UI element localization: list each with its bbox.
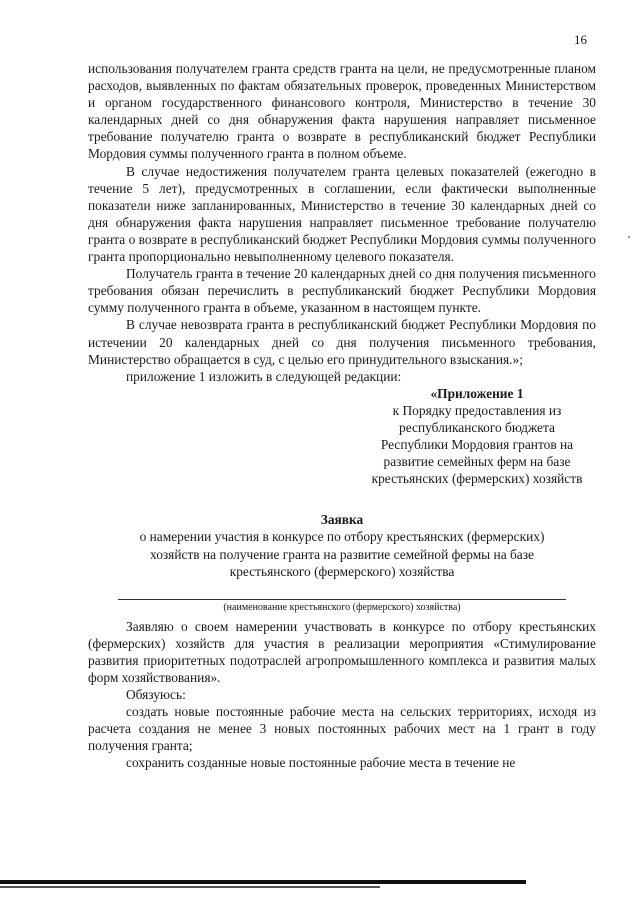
appendix-line: Республики Мордовия грантов на (380, 437, 574, 453)
paragraph-amendment: приложение 1 изложить в следующей редакции: (126, 368, 402, 384)
paragraph-indicators: В случае недостижения получателем гранта целевых показателей (ежегодно в течение 5 лет), предусмотренных в соглашении, если фактически выполненные показатели ниже запланированных, Министерство в течение 30 календарных дней со дня обнаружения факта нарушения направляет письменное требование получателю гранта о возврате в республиканский бюджет Республики Мордовия суммы полученного гранта пропорционально невыполненному целевого показателя. (88, 163, 596, 265)
farm-name-caption: (наименование крестьянского (фермерского) хозяйства) (223, 601, 461, 613)
application-title: Заявка (320, 512, 364, 528)
scan-speck (628, 236, 630, 238)
appendix-heading: «Приложение 1 (430, 385, 524, 401)
application-subtitle-line: хозяйств на получение гранта на развитие семейной фермы на базе (150, 546, 534, 562)
application-subtitle-line: о намерении участия в конкурсе по отбору крестьянских (фермерских) (139, 529, 545, 545)
appendix-line: крестьянских (фермерских) хозяйств (371, 471, 583, 487)
paragraph-obligations-heading: Обязуюсь: (126, 687, 186, 703)
appendix-line: к Порядку предоставления из (392, 402, 562, 418)
farm-name-blank-line (118, 598, 566, 600)
paragraph-obligation-retain: сохранить созданные новые постоянные рабочие места в течение не (126, 755, 516, 771)
appendix-line: республиканского бюджета (399, 419, 555, 435)
scan-edge-bar (0, 886, 380, 888)
document-body (88, 60, 596, 772)
appendix-line: развитие семейных ферм на базе (383, 454, 571, 470)
paragraph-declaration: Заявляю о своем намерении участвовать в конкурсе по отбору крестьянских (фермерских) хозяйств для участия в реализации мероприятия «Стимулирование развития приоритетных подотраслей агропромышленного комплекса и развития малых форм хозяйствования». (88, 618, 596, 685)
paragraph-refund-term: Получатель гранта в течение 20 календарных дней со дня получения письменного требования обязан перечислить в республиканский бюджет Республики Мордовия сумму полученного гранта в объеме, указанном в настоящем пункте. (88, 266, 596, 316)
paragraph-misuse: использования получателем гранта средств гранта на цели, не предусмотренные планом расходов, выявленных по фактам обязательных проверок, проведенных Министерством и органом государственного финансового контроля, Министерство в течение 30 календарных дней со дня обнаружения факта нарушения направляет письменное требование получателю гранта о возврате в республиканский бюджет Республики Мордовия суммы полученного гранта в полном объеме. (88, 61, 596, 162)
appendix-header (353, 385, 601, 488)
application-subtitle-line: крестьянского (фермерского) хозяйства (229, 563, 455, 579)
scan-edge-bar (0, 880, 526, 884)
paragraph-obligation-jobs: создать новые постоянные рабочие места на сельских территориях, исходя из расчета создания не менее 3 новых постоянных рабочих мест на 1 грант в году получения гранта; (88, 704, 596, 754)
paragraph-court: В случае невозврата гранта в республиканский бюджет Республики Мордовия по истечении 20 календарных дней со дня получения письменного требования, Министерство обращается в суд, с целью его принудительного взыскания.»; (88, 317, 596, 367)
page-number: 16 (574, 32, 587, 47)
